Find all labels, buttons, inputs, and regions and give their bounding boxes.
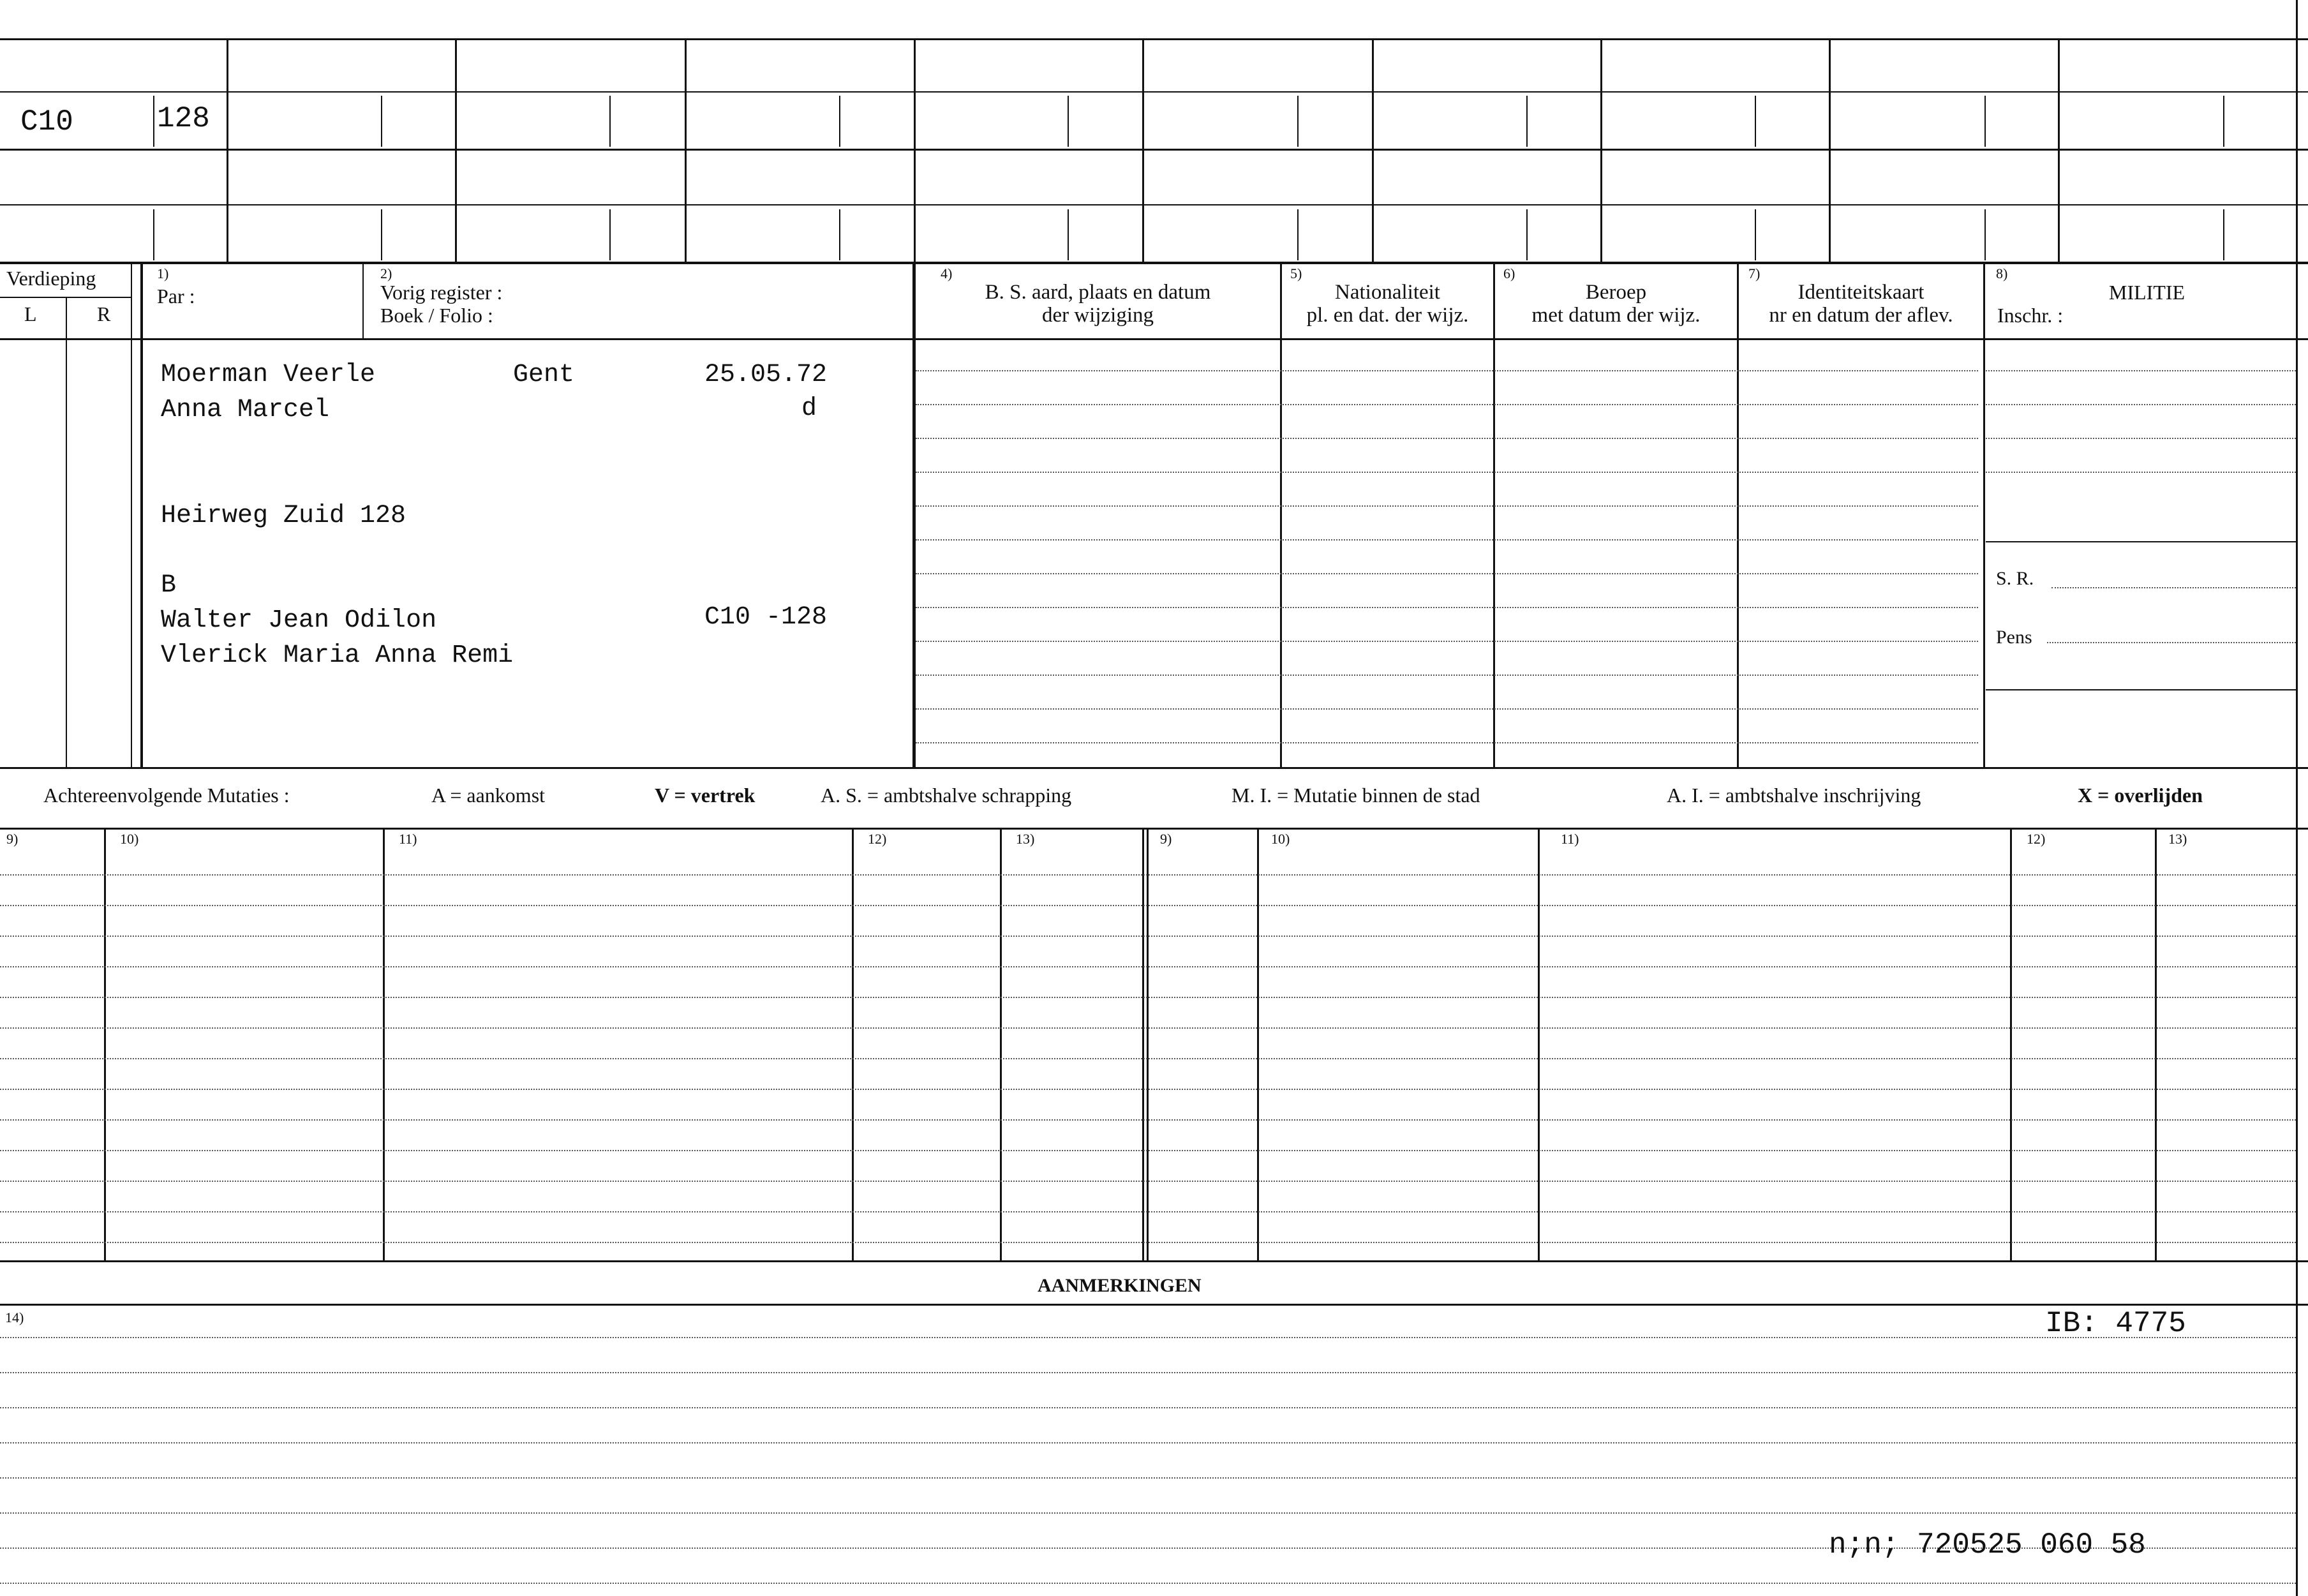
bs-header-line1: B. S. aard, plaats en datum bbox=[985, 281, 1211, 304]
mil-title: MILITIE bbox=[2109, 281, 2185, 304]
mutaties-mi: M. I. = Mutatie binnen de stad bbox=[1232, 784, 1480, 807]
par-num: 1) bbox=[157, 265, 169, 281]
person-given-names: Anna Marcel bbox=[161, 396, 330, 424]
person-city: Gent bbox=[513, 361, 575, 389]
mut-col-10b: 10) bbox=[1271, 831, 1290, 847]
mil-num: 8) bbox=[1996, 265, 2008, 281]
ledger-number: 128 bbox=[157, 102, 210, 135]
person-address: Heirweg Zuid 128 bbox=[161, 502, 406, 530]
sr-label: S. R. bbox=[1996, 568, 2034, 589]
remarks-title: AANMERKINGEN bbox=[1038, 1275, 1202, 1296]
mut-col-11: 11) bbox=[399, 831, 417, 847]
ber-header-line1: Beroep bbox=[1585, 281, 1647, 304]
person-letter: B bbox=[161, 571, 177, 600]
boek-folio-label: Boek / Folio : bbox=[380, 304, 493, 327]
mutaties-title: Achtereenvolgende Mutaties : bbox=[43, 784, 290, 807]
bs-header-line2: der wijziging bbox=[1041, 304, 1154, 327]
mut-col-11b: 11) bbox=[1561, 831, 1579, 847]
ber-header-line2: met datum der wijz. bbox=[1531, 304, 1701, 327]
person-mother: Vlerick Maria Anna Remi bbox=[161, 641, 514, 670]
person-father: Walter Jean Odilon bbox=[161, 606, 437, 635]
mut-col-13b: 13) bbox=[2168, 831, 2187, 847]
nat-header-line2: pl. en dat. der wijz. bbox=[1306, 304, 1469, 327]
id-num: 7) bbox=[1748, 265, 1761, 281]
mutaties-a: A = aankomst bbox=[431, 784, 546, 807]
par-label: Par : bbox=[157, 285, 195, 308]
pens-label: Pens bbox=[1996, 627, 2032, 648]
floor-right: R bbox=[97, 302, 111, 325]
id-header-line2: nr en datum der aflev. bbox=[1769, 304, 1953, 327]
mutaties-ai: A. I. = ambtshalve inschrijving bbox=[1667, 784, 1921, 807]
floor-title: Verdieping bbox=[6, 267, 96, 290]
person-marker: d bbox=[801, 394, 817, 423]
remarks-national-number: n;n; 720525 060 58 bbox=[1829, 1528, 2146, 1562]
person-name: Moerman Veerle bbox=[161, 361, 376, 389]
remarks-ib: IB: 4775 bbox=[2045, 1307, 2186, 1340]
mut-col-10: 10) bbox=[120, 831, 139, 847]
nat-header-line1: Nationaliteit bbox=[1335, 281, 1440, 304]
ber-num: 6) bbox=[1503, 265, 1515, 281]
vorig-num: 2) bbox=[380, 265, 392, 281]
person-ref: C10 -128 bbox=[704, 603, 828, 632]
mut-col-9b: 9) bbox=[1160, 831, 1172, 847]
mut-col-12: 12) bbox=[868, 831, 887, 847]
mut-col-12b: 12) bbox=[2027, 831, 2046, 847]
mut-col-9: 9) bbox=[6, 831, 19, 847]
person-date: 25.05.72 bbox=[704, 361, 828, 389]
bs-num: 4) bbox=[941, 265, 953, 281]
vorig-register-label: Vorig register : bbox=[380, 281, 503, 304]
mutaties-x: X = overlijden bbox=[2078, 784, 2203, 807]
mut-col-13: 13) bbox=[1016, 831, 1035, 847]
floor-left: L bbox=[24, 302, 37, 325]
nat-num: 5) bbox=[1290, 265, 1302, 281]
mutaties-v: V = vertrek bbox=[655, 784, 756, 807]
mutaties-as: A. S. = ambtshalve schrapping bbox=[821, 784, 1072, 807]
ledger-code: C10 bbox=[20, 105, 73, 138]
mil-inschr: Inschr. : bbox=[1997, 304, 2064, 327]
remarks-num: 14) bbox=[5, 1309, 24, 1325]
id-header-line1: Identiteitskaart bbox=[1798, 281, 1925, 304]
